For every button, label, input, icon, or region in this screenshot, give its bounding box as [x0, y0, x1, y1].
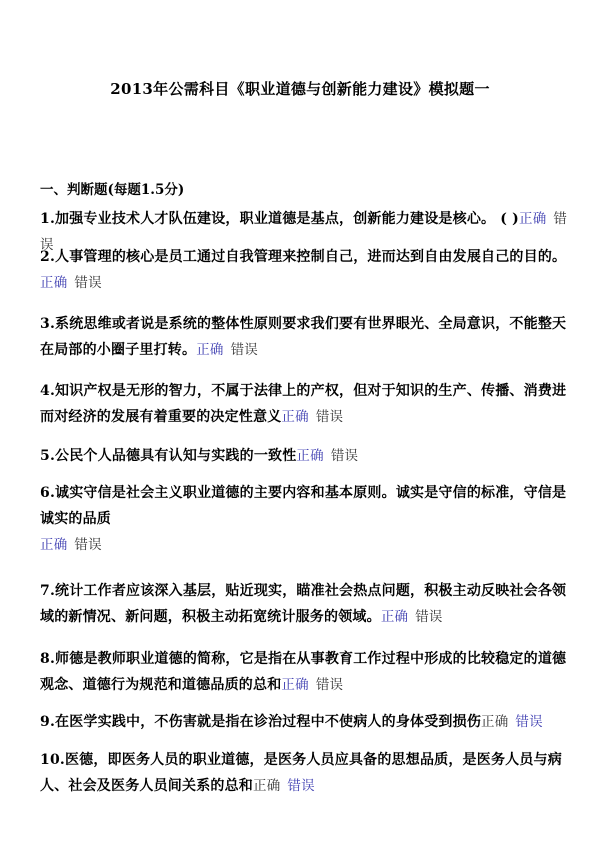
question-text: 4.知识产权是无形的智力，不属于法律上的产权，但对于知识的生产、传播、消费进而对经济的发展有着重要的决定性意义 — [40, 383, 567, 425]
question-item — [40, 443, 570, 469]
question-text: 5.公民个人品德具有认知与实践的一致性 — [40, 448, 297, 464]
option-correct[interactable]: 正确 — [40, 537, 68, 553]
option-wrong[interactable]: 错误 — [74, 275, 102, 291]
option-correct[interactable]: 正确 — [281, 409, 309, 425]
option-wrong[interactable]: 错误 — [287, 778, 315, 794]
question-item — [40, 378, 570, 430]
option-correct[interactable]: 正确 — [296, 448, 324, 464]
question-text: 7.统计工作者应该深入基层，贴近现实，瞄准社会热点问题，积极主动反映社会各领域的新情况、新问题，积极主动拓宽统计服务的领域。 — [40, 583, 567, 625]
option-correct[interactable]: 正确 — [519, 211, 547, 227]
question-text: 6.诚实守信是社会主义职业道德的主要内容和基本原则。诚实是守信的标准，守信是诚实的品质 — [40, 485, 567, 527]
question-text: 8.师德是教师职业道德的简称，它是指在从事教育工作过程中形成的比较稳定的道德观念、道德行为规范和道德品质的总和 — [40, 651, 567, 693]
question-item — [40, 709, 570, 735]
option-wrong[interactable]: 错误 — [40, 211, 568, 253]
question-text: 2.人事管理的核心是员工通过自我管理来控制自己，进而达到自由发展自己的目的。 — [40, 249, 567, 265]
document-title: 2013年公需科目《职业道德与创新能力建设》模拟题一 — [110, 80, 490, 98]
question-text: 10.医德，即医务人员的职业道德，是医务人员应具备的思想品质，是医务人员与病人、社会及医务人员间关系的总和 — [40, 752, 562, 794]
section-heading: 一、判断题(每题1.5分) — [40, 182, 185, 198]
option-wrong[interactable]: 错误 — [230, 342, 259, 358]
option-wrong[interactable]: 错误 — [515, 714, 543, 730]
option-correct[interactable]: 正确 — [281, 677, 309, 693]
option-correct[interactable]: 正确 — [481, 714, 509, 730]
option-correct[interactable]: 正确 — [40, 275, 68, 291]
option-correct[interactable]: 正确 — [196, 342, 224, 358]
question-item — [40, 311, 570, 363]
question-text: 3.系统思维或者说是系统的整体性原则要求我们要有世界眼光、全局意识，不能整天在局部的小圈子里打转。 — [40, 316, 567, 358]
question-item — [40, 480, 570, 558]
question-item — [40, 578, 570, 630]
option-wrong[interactable]: 错误 — [330, 448, 359, 464]
option-correct[interactable]: 正确 — [253, 778, 281, 794]
option-wrong[interactable]: 错误 — [415, 609, 443, 625]
option-wrong[interactable]: 错误 — [74, 537, 102, 553]
question-text: 9.在医学实践中，不伤害就是指在诊治过程中不使病人的身体受到损伤 — [40, 714, 482, 730]
question-item — [40, 747, 570, 799]
option-wrong[interactable]: 错误 — [315, 677, 344, 693]
option-wrong[interactable]: 错误 — [315, 409, 344, 425]
question-item — [40, 244, 570, 296]
question-text: 1.加强专业技术人才队伍建设，职业道德是基点，创新能力建设是核心。 ( ) — [40, 211, 520, 227]
question-item — [40, 646, 570, 698]
option-correct[interactable]: 正确 — [380, 609, 409, 625]
